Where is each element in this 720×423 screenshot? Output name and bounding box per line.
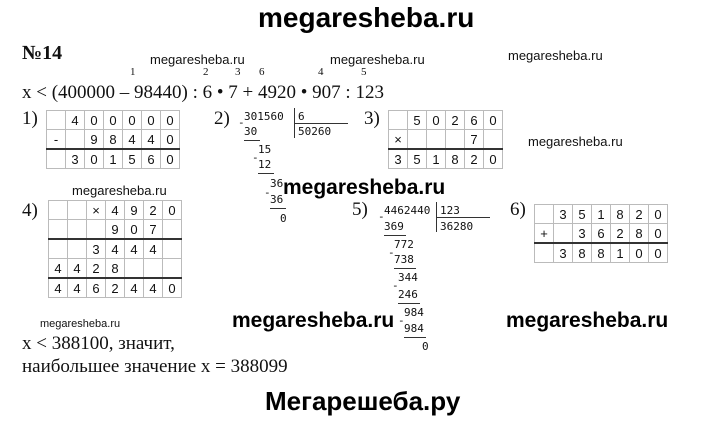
watermark-small: megaresheba.ru: [508, 48, 603, 63]
order-mark: 5: [361, 66, 367, 78]
step-label: 4): [22, 200, 38, 221]
quotient: 50260: [298, 125, 332, 138]
order-mark: 3: [235, 66, 241, 78]
division-line: 246: [398, 288, 418, 301]
division-line: 36: [270, 193, 284, 206]
problem-number: №14: [22, 42, 63, 64]
dividend: 4462440: [384, 204, 431, 217]
watermark-small: megaresheba.ru: [528, 134, 623, 149]
division-line: 0: [422, 340, 429, 353]
conclusion-line: наибольшее значение x = 388099: [22, 356, 288, 377]
division-line: 772: [394, 238, 414, 251]
dividend: 301560: [244, 110, 284, 123]
order-mark: 2: [203, 66, 209, 78]
division-line: 344: [398, 271, 418, 284]
order-mark: 4: [318, 66, 324, 78]
division-line: 984: [404, 306, 424, 319]
multiplication-grid: 5 0 2 6 0 × 7 3 5 1 8 2 0: [388, 110, 503, 169]
watermark-mid: megaresheba.ru: [283, 176, 446, 199]
division-line: 12: [258, 158, 272, 171]
subtraction-grid: 4 0 0 0 0 0 - 9 8 4 4 0 3 0 1 5 6 0: [46, 110, 180, 169]
step-label: 1): [22, 108, 38, 129]
divisor: 123: [440, 204, 460, 217]
watermark-mid: megaresheba.ru: [506, 309, 669, 332]
watermark-top: megaresheba.ru: [258, 2, 475, 33]
watermark-small: megaresheba.ru: [72, 183, 167, 198]
watermark-small: megaresheba.ru: [40, 318, 121, 330]
division-line: 738: [394, 253, 414, 266]
division-line: 15: [258, 143, 272, 156]
division-line: 0: [280, 212, 287, 225]
expression: x < (400000 – 98440) : 6 • 7 + 4920 • 907 : 123: [22, 82, 384, 103]
step-label: 5): [352, 199, 368, 220]
step-label: 6): [510, 199, 526, 220]
division-line: 30: [244, 125, 258, 138]
multiplication-grid: × 4 9 2 0 9 0 7 3 4 4 4 4 4 2 8 4 4 6 2 4 4 0: [48, 200, 182, 298]
order-mark: 1: [130, 66, 136, 78]
division-line: 369: [384, 220, 404, 233]
addition-grid: 3 5 1 8 2 0 + 3 6 2 8 0 3 8 8 1 0 0: [534, 204, 668, 263]
step-label: 3): [364, 108, 380, 129]
watermark-bottom: Мегарешеба.ру: [265, 386, 461, 416]
order-mark: 6: [259, 66, 265, 78]
divisor: 6: [298, 110, 305, 123]
watermark-mid: megaresheba.ru: [232, 309, 395, 332]
step-label: 2): [214, 108, 230, 129]
watermark-small: megaresheba.ru: [150, 52, 245, 67]
watermark-small: megaresheba.ru: [330, 52, 425, 67]
conclusion-line: x < 388100, значит,: [22, 333, 175, 354]
quotient: 36280: [440, 220, 474, 233]
division-line: 984: [404, 322, 424, 335]
division-line: 36: [270, 177, 284, 190]
